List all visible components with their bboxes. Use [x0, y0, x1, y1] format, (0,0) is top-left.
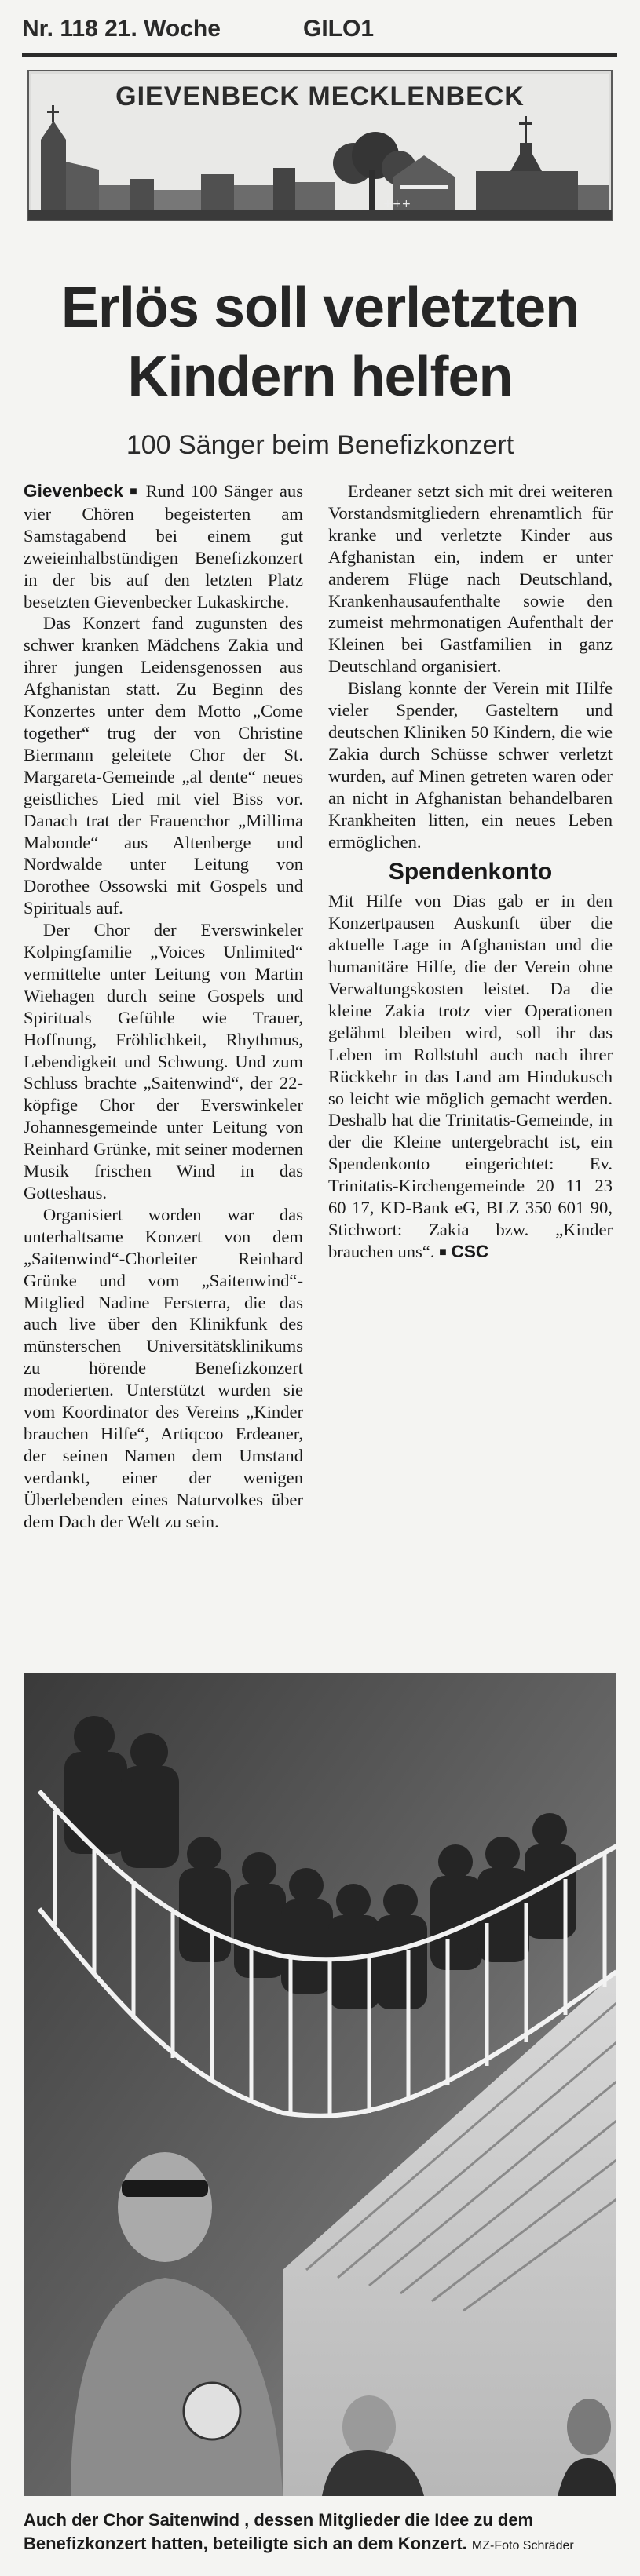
- paragraph-1: [24, 480, 303, 612]
- headline-line-2: Kindern helfen: [127, 345, 513, 408]
- page-code: GILO1: [303, 16, 375, 42]
- column-2-inner: [328, 480, 613, 1264]
- square-bullet-icon: ■: [439, 1245, 447, 1259]
- square-bullet-icon: ■: [130, 485, 140, 498]
- issue-number: Nr. 118 21. Woche: [22, 16, 221, 42]
- choir-on-staircase-photo: [24, 1673, 616, 2496]
- svg-text:+++: +++: [383, 198, 411, 210]
- headline-line-1: Erlös soll verletzten: [60, 276, 580, 339]
- dateline: Gievenbeck: [24, 481, 123, 501]
- header-rule: [22, 53, 617, 57]
- paragraph-3: Der Chor der Everswinkeler Kolpingfamilie „Voices Unlimited“ vermittelte unter Leitung von Martin Wiehagen durch seine Gospels und Spirituals Gefühle wie Trauer, Hoffnung, Fröhlichkeit, Rhythmus, Lebendigkeit und Schwung. Und zum Schluss brachte „Saitenwind“, der 22-köpfige Chor der Everswinkeler Johannesgemeinde unter Leitung von Reinhard Grünke, mit seiner modernen Musik frischen Wind in das Gotteshaus.: [24, 920, 303, 1202]
- photo-caption: [24, 2508, 620, 2558]
- paragraph-6: Bislang konnte der Verein mit Hilfe vieler Spender, Gasteltern und deutschen Kliniken 50 Kindern, die wie Zakia durch Schüsse schwer verletzt wurden, auf Minen getreten waren oder an nicht in Afghanistan behandelbaren Krankheiten litten, ein neues Leben ermöglichen.: [328, 678, 613, 852]
- photo-credit: MZ-Foto Schräder: [471, 2539, 574, 2552]
- banner-title: GIEVENBECK MECKLENBECK: [115, 82, 525, 111]
- author-initials: CSC: [451, 1241, 489, 1261]
- article-column-1: [24, 480, 303, 1658]
- paragraph-4: Organisiert worden war das unterhaltsame Konzert von dem „Saitenwind“-Chorleiter Reinhard Grünke und vom „Saitenwind“-Mitglied Nadine Fersterra, die das auch live über den Klinikfunk des münsterschen Universitätsklinikums zu hörende Benefizkonzert moderierten. Unterstützt wurden sie vom Koordinator des Vereins „Kinder brauchen Hilfe“, Artiqcoo Erdeaner, der seinen Namen dem Umstand verdankt, einer der wenigen Überlebenden eines Naturvolkes über dem Dach der Welt zu sein.: [24, 1204, 303, 1531]
- section-banner: [24, 68, 616, 224]
- page-header: [22, 11, 619, 50]
- photo-caption-text: Auch der Chor Saitenwind , dessen Mitglieder die Idee zu dem Benefizkonzert hatten, beteiligte sich an dem Konzert.: [24, 2510, 534, 2553]
- paragraph-7: [328, 890, 613, 1263]
- article-column-2-content: [328, 480, 613, 1658]
- article-photo: [24, 1673, 616, 2496]
- headline: [16, 273, 624, 411]
- subheading-spendenkonto: Spendenkonto: [388, 859, 553, 885]
- paragraph-2: Das Konzert fand zugunsten des schwer kranken Mädchens Zakia und ihrer jungen Leidensgenossen aus Afghanistan statt. Zu Beginn des Konzertes unter dem Motto „Come together“ trug der von Christine Biermann geleitete Chor der St. Margareta-Gemeinde „al dente“ neues geistliches Lied mit viel Biss vor. Danach trat der Frauenchor „Millima Mabonde“ aus Altenberge und Nordwalde unter Leitung von Dorothee Ossowski mit Gospels und Spirituals auf.: [24, 613, 303, 918]
- paragraph-7-text: Mit Hilfe von Dias gab er in den Konzertpausen Auskunft über die aktuelle Lage in Afghanistan und die humanitäre Hilfe, die der Verein ohne Verwaltungskosten leistet. Da die kleine Zakia trotz vier Operationen gelähmt bleiben wird, soll ihr das Leben im Rollstuhl auch nach ihrer Rückkehr in das Land am Hindukusch so leicht wie möglich gemacht werden. Deshalb hat die Trinitatis-Gemeinde, in der die Kleine untergebracht ist, ein Spendenkonto eingerichtet: Ev. Trinitatis-Kirchengemeinde 20 11 23 60 17, KD-Bank eG, BLZ 350 601 90, Stichwort: Zakia bzw. „Kinder brauchen uns“.: [328, 891, 613, 1261]
- subheadline: 100 Sänger beim Benefizkonzert: [126, 430, 514, 460]
- paragraph-1-text: Rund 100 Sänger aus vier Chören begeisterten am Samstagabend bei einem gut zweieinhalbstündigen Benefizkonzert in der bis auf den letzten Platz besetzten Gievenbecker Lukaskirche.: [24, 481, 303, 611]
- paragraph-5: Erdeaner setzt sich mit drei weiteren Vorstandsmitgliedern ehrenamtlich für kranke und verletzte Kinder aus Afghanistan ein, indem er unter anderem Flüge nach Deutschland, Krankenhausaufenthalte sowie den zumeist mehrmonatigen Aufenthalt der Kleinen bei Gastfamilien in ganz Deutschland organisiert.: [328, 481, 613, 677]
